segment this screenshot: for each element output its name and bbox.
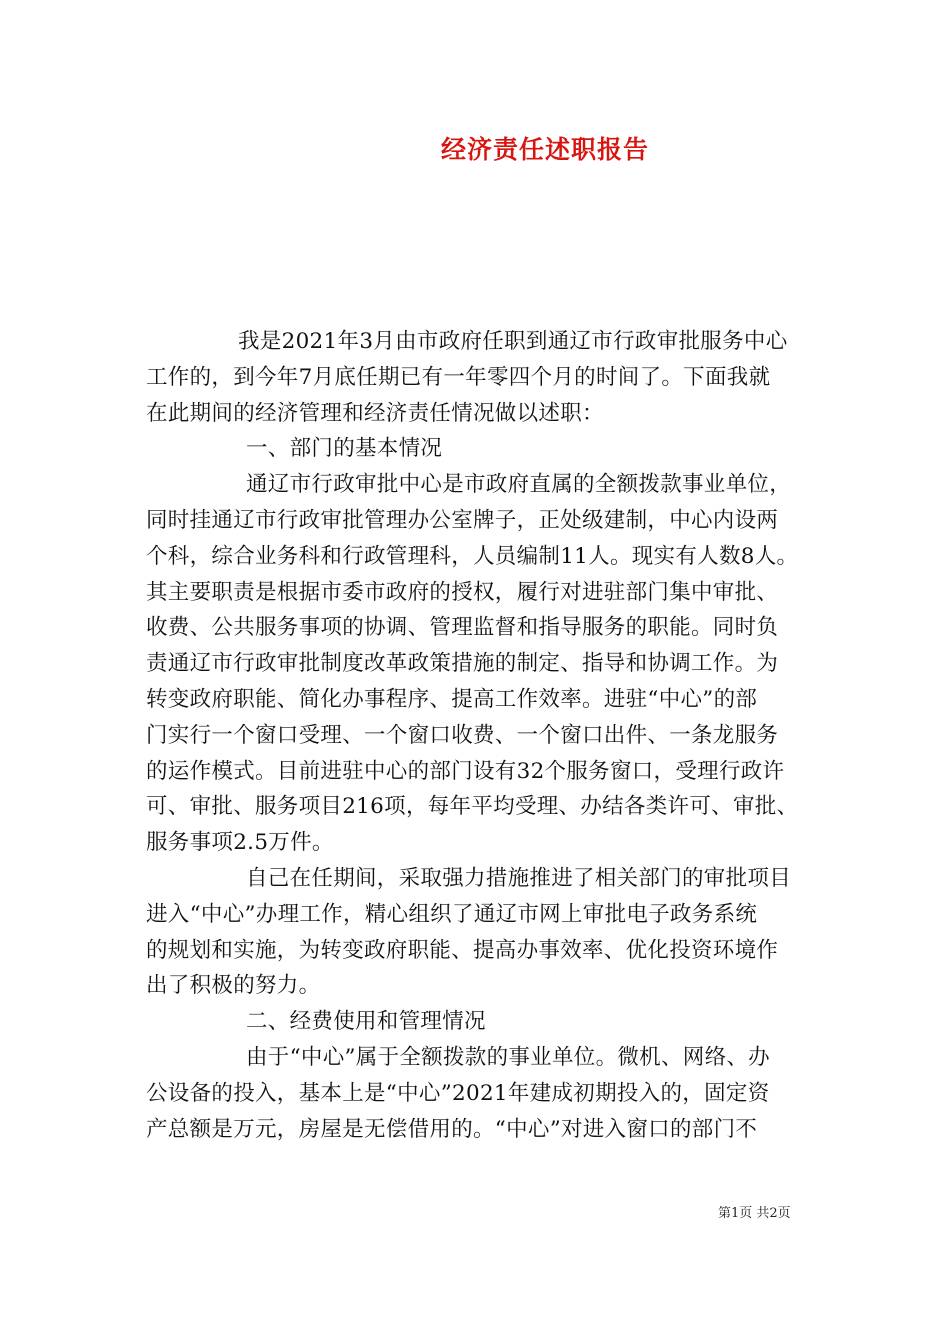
paragraph-line: 我是2021年3月由市政府任职到通辽市行政审批服务中心 [238,329,788,354]
paragraph-line: 可、审批、服务项目216项，每年平均受理、办结各类许可、审批、 [146,794,799,820]
paragraph-line: 进入“中心”办理工作，精心组织了通辽市网上审批电子政务系统 [146,901,758,927]
paragraph-line: 的运作模式。目前进驻中心的部门设有32个服务窗口，受理行政许 [146,758,785,784]
paragraph-line: 工作的，到今年7月底任期已有一年零四个月的时间了。下面我就 [146,364,771,390]
paragraph-line: 由于“中心”属于全额拨款的事业单位。微机、网络、办 [246,1044,770,1070]
page-number: 第1页 共2页 [718,1206,791,1221]
paragraph-line: 的规划和实施，为转变政府职能、提高办事效率、优化投资环境作 [146,937,779,963]
document-body [146,324,822,1147]
paragraph-line: 其主要职责是根据市委市政府的授权，履行对进驻部门集中审批、 [146,579,779,605]
paragraph-line: 门实行一个窗口受理、一个窗口收费、一个窗口出件、一条龙服务 [146,722,779,748]
paragraph-line: 产总额是万元，房屋是无偿借用的。“中心”对进入窗口的部门不 [146,1116,758,1142]
section-heading: 一、部门的基本情况 [246,436,443,462]
paragraph-line: 责通辽市行政审批制度改革政策措施的制定、指导和协调工作。为 [146,651,779,677]
paragraph-line: 个科，综合业务科和行政管理科，人员编制11人。现实有人数8人。 [146,543,799,569]
paragraph-line: 收费、公共服务事项的协调、管理监督和指导服务的职能。同时负 [146,615,779,641]
paragraph-line: 通辽市行政审批中心是市政府直属的全额拨款事业单位， [246,472,792,498]
paragraph-line: 转变政府职能、简化办事程序、提高工作效率。进驻“中心”的部 [146,686,758,712]
paragraph-line: 自己在任期间，采取强力措施推进了相关部门的审批项目 [246,865,792,891]
paragraph-line: 同时挂通辽市行政审批管理办公室牌子，正处级建制，中心内设两 [146,507,779,533]
page-title: 经济责任述职报告 [440,135,649,164]
paragraph-line: 服务事项2.5万件。 [146,830,334,856]
paragraph-line: 公设备的投入，基本上是“中心”2021年建成初期投入的，固定资 [146,1080,770,1106]
paragraph-line: 出了积极的努力。 [146,973,321,999]
paragraph-line: 在此期间的经济管理和经济责任情况做以述职： [146,400,604,426]
section-heading: 二、经费使用和管理情况 [246,1009,486,1035]
